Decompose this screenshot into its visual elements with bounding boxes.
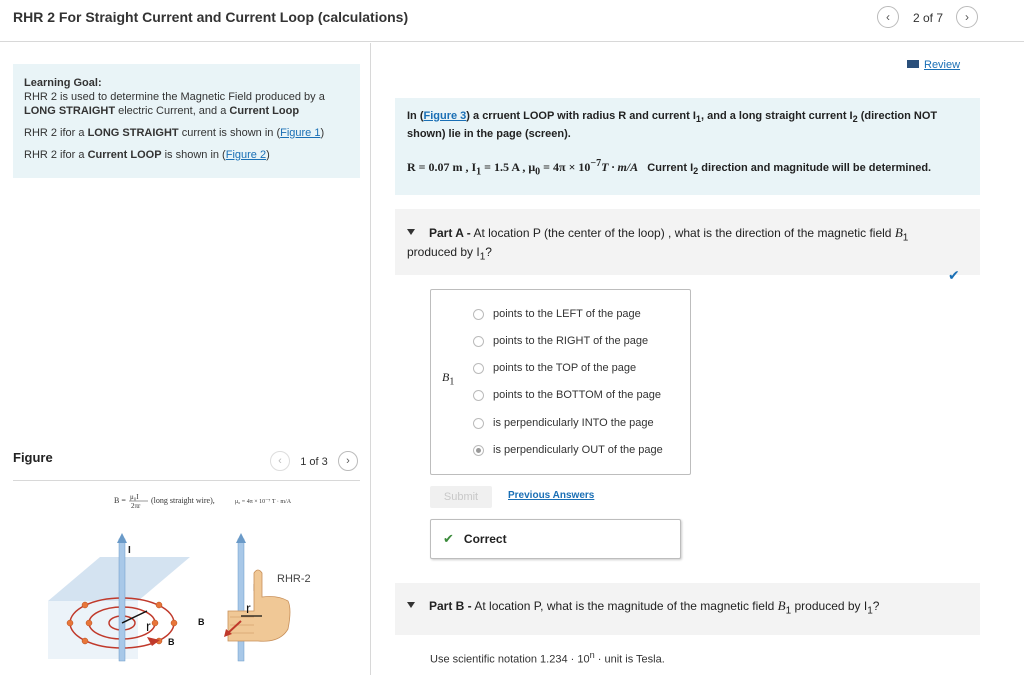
radio-icon[interactable]	[473, 309, 484, 320]
caret-down-icon	[407, 602, 415, 608]
radio-icon[interactable]	[473, 390, 484, 401]
eq-exp: −7	[590, 158, 602, 170]
part-b-header[interactable]	[395, 583, 980, 635]
part-a-field: B	[894, 225, 903, 240]
choice-top[interactable]: points to the TOP of the page	[473, 362, 636, 374]
next-item-button[interactable]	[956, 6, 978, 28]
wire-a	[119, 539, 125, 661]
learning-goal-bold2: Current Loop	[229, 105, 300, 117]
intro-prefix: In (	[407, 110, 424, 122]
figure-3-link[interactable]: Figure 3	[423, 110, 467, 122]
part-a-header[interactable]	[395, 209, 980, 275]
label-r-a: r	[146, 618, 151, 634]
chevron-left-icon: ‹	[278, 455, 282, 467]
formula-mu: μ₀ = 4π × 10⁻⁷ T · m/A	[235, 499, 292, 505]
current-arrow-a	[117, 533, 127, 543]
chevron-right-icon: ›	[346, 455, 350, 467]
straight-bold: LONG STRAIGHT	[87, 127, 179, 139]
current-arrow-b	[236, 533, 246, 543]
straight-mid: current is shown in (	[178, 127, 281, 139]
previous-item-button[interactable]	[877, 6, 899, 28]
problem-statement: In (Figure 3) a crruent LOOP with radius R and current $I_1$, and a long straight current $I_2$ (direction NOT shown) lie in the page (screen). R = 0.07 m , $I_1 = 1.5$ A , $\mu_0 = 4\pi \times 10^{-7}T \cdot m/A$ Current $I_2$ direction and magnitude will be determined.	[395, 98, 980, 195]
radio-icon[interactable]	[473, 336, 484, 347]
choice-left[interactable]: points to the LEFT of the page	[473, 308, 641, 320]
part-a-question: At location P (the center of the loop) , what is the direction of the magnetic field	[470, 226, 895, 240]
part-a-label: Part A -	[429, 226, 471, 240]
loop-prefix: RHR 2 ifor a	[24, 149, 88, 161]
part-a-field-sub: 1	[902, 232, 909, 244]
figure-label: Figure	[13, 450, 53, 465]
part-b-sub: 1	[867, 605, 873, 617]
review-link[interactable]	[907, 59, 960, 71]
intro-end: (direction NOT shown) lie in the page (screen).	[407, 110, 938, 141]
eq-R: R = 0.07 m , I	[407, 160, 477, 175]
part-b-field: B	[777, 598, 786, 613]
sub-2: 2	[852, 114, 858, 125]
radio-icon[interactable]	[473, 418, 484, 429]
learning-goal-bold1: LONG STRAIGHT	[24, 105, 116, 117]
choice-bottom[interactable]: points to the BOTTOM of the page	[473, 389, 661, 401]
learning-goal-box	[13, 64, 360, 178]
book-icon	[907, 60, 919, 68]
wire-b	[238, 539, 244, 661]
checkmark-icon: ✔	[948, 267, 960, 283]
loop-bold: Current LOOP	[87, 149, 162, 161]
radio-selected-icon[interactable]	[473, 445, 484, 456]
figure-next-button[interactable]	[338, 451, 358, 471]
part-b-question-post: produced by I	[791, 599, 868, 613]
sub-1: 1	[695, 114, 702, 125]
straight-prefix: RHR 2 ifor a	[24, 127, 88, 139]
figure-count: 1 of 3	[300, 456, 328, 468]
eq-units: T · m/A	[601, 160, 639, 175]
radio-icon[interactable]	[473, 363, 484, 374]
rhr-figure	[40, 493, 330, 663]
learning-goal-heading: Learning Goal:	[24, 77, 102, 89]
intro-mid: , and a long straight current I	[701, 110, 853, 122]
caret-down-icon	[407, 229, 415, 235]
header	[0, 0, 1024, 42]
formula-desc: (long straight wire),	[151, 496, 215, 505]
part-b-question-end: ?	[872, 599, 880, 613]
chevron-right-icon: ›	[965, 10, 969, 24]
chevron-left-icon: ‹	[886, 10, 890, 24]
submit-button[interactable]: Submit	[430, 486, 492, 508]
checkmark-icon: ✔	[443, 531, 454, 546]
eq-after-prefix: Current I	[647, 162, 694, 175]
eq-I1: = 1.5 A , μ	[481, 160, 536, 175]
eq-mu: = 4π × 10	[540, 160, 591, 175]
eq-sub-2: 2	[693, 166, 699, 177]
eq-after-rest: direction and magnitude will be determined.	[698, 162, 932, 175]
previous-answers-link[interactable]: Previous Answers	[508, 490, 595, 501]
left-panel	[0, 43, 371, 675]
choice-out[interactable]: is perpendicularly OUT of the page	[473, 444, 663, 456]
learning-goal-line1: RHR 2 is used to determine the Magnetic Field produced by a	[24, 91, 325, 103]
rhr-label: RHR-2	[277, 573, 311, 585]
part-b-question: At location P, what is the magnitude of the magnetic field	[471, 599, 778, 613]
answer-choices	[430, 289, 691, 475]
formula-lhs: B =	[114, 496, 126, 505]
label-B-b: B	[198, 617, 205, 627]
variable-label: $B_1$	[442, 370, 455, 388]
result-feedback	[430, 519, 681, 559]
part-b-label: Part B -	[429, 599, 472, 613]
label-I-a: I	[128, 545, 131, 556]
review-label: Review	[924, 59, 961, 71]
intro-rest: ) a crruent LOOP with radius R and current I	[466, 110, 696, 122]
formula-den: 2πr	[131, 502, 141, 510]
part-b-field-sub: 1	[785, 605, 792, 617]
scientific-notation-hint: Use scientific notation $1.234 \cdot 10^n$ · unit is Tesla.	[430, 650, 665, 666]
part-a-question-post: produced by I	[407, 245, 480, 260]
learning-goal-line2: electric Current, and a	[115, 105, 230, 117]
page-count: 2 of 7	[912, 11, 944, 25]
choice-right[interactable]: points to the RIGHT of the page	[473, 335, 648, 347]
label-B-a: B	[168, 637, 175, 647]
choice-into[interactable]: is perpendicularly INTO the page	[473, 417, 654, 429]
eq-sub-1: 1	[476, 166, 482, 178]
result-label: Correct	[463, 532, 507, 546]
formula-num: μ₀I	[130, 493, 139, 501]
figure-prev-button[interactable]	[270, 451, 290, 471]
part-a-question-end: ?	[485, 245, 492, 260]
figure-divider	[13, 480, 360, 481]
figure-1-link[interactable]: Figure 1	[280, 127, 321, 139]
straight-end: )	[320, 127, 325, 139]
figure-2-link[interactable]: Figure 2	[225, 149, 267, 161]
page-title: RHR 2 For Straight Current and Current Loop (calculations)	[13, 9, 409, 25]
label-r-b: r	[246, 600, 251, 616]
part-a-sub: 1	[479, 251, 486, 263]
loop-mid: is shown in (	[161, 149, 226, 161]
loop-end: )	[266, 149, 270, 161]
